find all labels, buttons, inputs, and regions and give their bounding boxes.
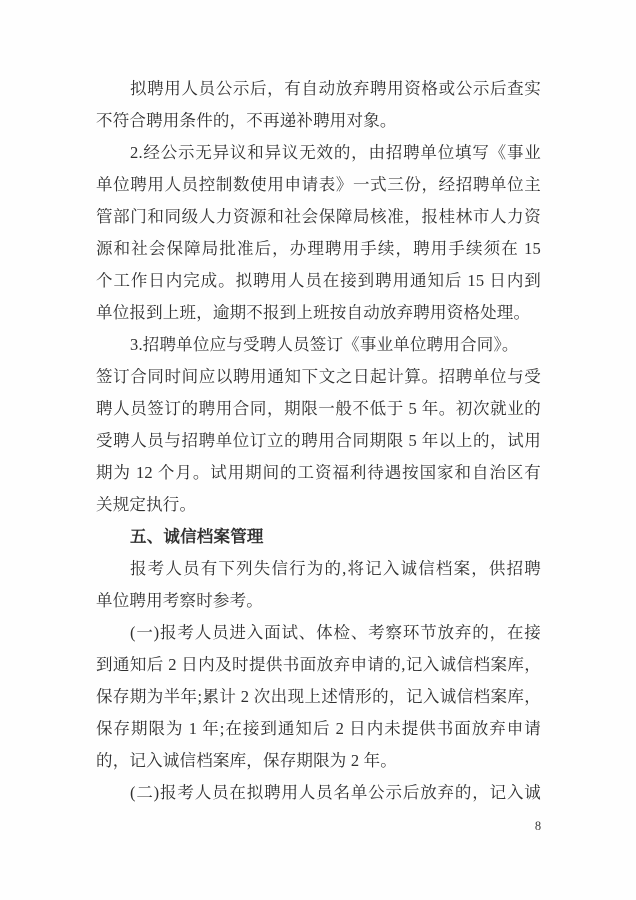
text-line: (二)报考人员在拟聘用人员名单公示后放弃的，记入诚 <box>130 783 541 802</box>
text-line: 单位聘用人员控制数使用申请表》一式三份，经招聘单位主 <box>96 175 541 194</box>
text-line: 期为 12 个月。试用期间的工资福利待遇按国家和自治区有 <box>96 463 541 482</box>
text-line: 源和社会保障局批准后，办理聘用手续，聘用手续须在 15 <box>96 239 541 258</box>
text-line: 3.招聘单位应与受聘人员签订《事业单位聘用合同》。 <box>130 335 519 354</box>
text-line: 拟聘用人员公示后，有自动放弃聘用资格或公示后查实 <box>130 79 541 98</box>
text-line: (一)报考人员进入面试、体检、考察环节放弃的，在接 <box>130 623 541 642</box>
text-line: 个工作日内完成。拟聘用人员在接到聘用通知后 15 日内到 <box>96 271 541 290</box>
section-heading: 五、诚信档案管理 <box>130 527 264 546</box>
text-line: 签订合同时间应以聘用通知下文之日起计算。招聘单位与受 <box>96 367 541 386</box>
text-line: 受聘人员与招聘单位订立的聘用合同期限 5 年以上的，试用 <box>96 431 541 450</box>
text-line: 到通知后 2 日内及时提供书面放弃申请的,记入诚信档案库， <box>96 655 541 674</box>
text-line: 报考人员有下列失信行为的,将记入诚信档案，供招聘 <box>130 559 541 578</box>
text-line: 不符合聘用条件的，不再递补聘用对象。 <box>96 111 397 130</box>
text-line: 保存期限为 1 年;在接到通知后 2 日内未提供书面放弃申请 <box>96 719 541 738</box>
text-line: 单位报到上班，逾期不报到上班按自动放弃聘用资格处理。 <box>96 303 531 322</box>
text-line: 关规定执行。 <box>96 495 197 514</box>
text-line: 保存期为半年;累计 2 次出现上述情形的，记入诚信档案库， <box>96 687 541 706</box>
text-line: 的，记入诚信档案库，保存期限为 2 年。 <box>96 751 397 770</box>
document-body <box>96 73 541 809</box>
text-line: 单位聘用考察时参考。 <box>96 591 263 610</box>
page-number: 8 <box>534 819 542 833</box>
text-line: 聘人员签订的聘用合同，期限一般不低于 5 年。初次就业的 <box>96 399 541 418</box>
text-line: 管部门和同级人力资源和社会保障局核准，报桂林市人力资 <box>96 207 541 226</box>
text-line: 2.经公示无异议和异议无效的，由招聘单位填写《事业 <box>130 143 541 162</box>
